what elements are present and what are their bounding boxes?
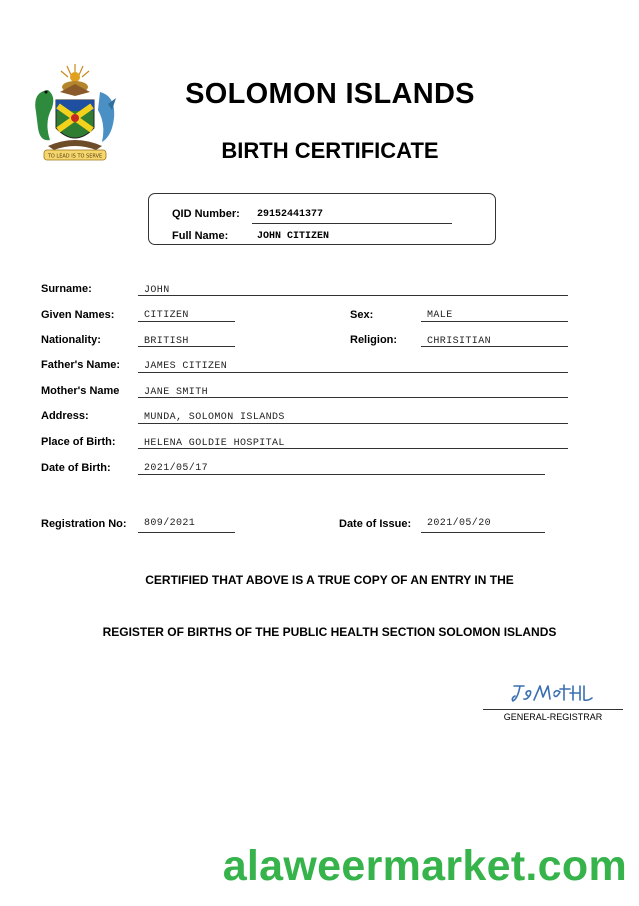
given-names-underline xyxy=(138,321,235,322)
signature-line xyxy=(483,709,623,710)
nationality-value: BRITISH xyxy=(144,336,189,347)
sex-underline xyxy=(421,321,568,322)
sex-value: MALE xyxy=(427,310,453,321)
certification-line-1: CERTIFIED THAT ABOVE IS A TRUE COPY OF AN ENTRY IN THE xyxy=(145,573,514,587)
place-of-birth-underline xyxy=(138,448,568,449)
certification-line-2: REGISTER OF BIRTHS OF THE PUBLIC HEALTH SECTION SOLOMON ISLANDS xyxy=(102,625,557,639)
qid-label: QID Number: xyxy=(172,208,240,220)
religion-label: Religion: xyxy=(350,334,398,346)
fullname-label: Full Name: xyxy=(172,230,229,242)
qid-value: 29152441377 xyxy=(257,209,324,220)
date-of-issue-label: Date of Issue: xyxy=(339,518,412,530)
qid-underline xyxy=(252,223,452,224)
registration-no-label: Registration No: xyxy=(41,518,127,530)
father-name-value: JAMES CITIZEN xyxy=(144,361,228,372)
nationality-underline xyxy=(138,346,235,347)
mother-name-value: JANE SMITH xyxy=(144,387,209,398)
registration-no-underline xyxy=(138,532,235,533)
address-label: Address: xyxy=(41,410,89,422)
date-of-issue-value: 2021/05/20 xyxy=(427,518,492,529)
religion-value: CHRISITIAN xyxy=(427,336,492,347)
given-names-value: CITIZEN xyxy=(144,310,189,321)
surname-underline xyxy=(138,295,568,296)
country-title: SOLOMON ISLANDS xyxy=(185,78,475,110)
surname-label: Surname: xyxy=(41,283,92,295)
registration-no-value: 809/2021 xyxy=(144,518,196,529)
coat-of-arms-emblem xyxy=(30,62,120,166)
father-name-label: Father's Name: xyxy=(41,359,121,371)
mother-name-label: Mother's Name xyxy=(41,385,120,397)
fullname-underline xyxy=(252,244,452,245)
document-title: BIRTH CERTIFICATE xyxy=(221,138,439,163)
date-of-birth-underline xyxy=(138,474,545,475)
sex-label: Sex: xyxy=(350,309,374,321)
surname-value: JOHN xyxy=(144,285,170,296)
place-of-birth-label: Place of Birth: xyxy=(41,436,116,448)
religion-underline xyxy=(421,346,568,347)
watermark-text: alaweermarket.com xyxy=(222,842,627,890)
place-of-birth-value: HELENA GOLDIE HOSPITAL xyxy=(144,438,285,449)
father-name-underline xyxy=(138,372,568,373)
given-names-label: Given Names: xyxy=(41,309,115,321)
registrar-signature xyxy=(510,680,594,706)
address-underline xyxy=(138,423,568,424)
nationality-label: Nationality: xyxy=(41,334,101,346)
fullname-value: JOHN CITIZEN xyxy=(257,231,330,242)
address-value: MUNDA, SOLOMON ISLANDS xyxy=(144,412,285,423)
mother-name-underline xyxy=(138,397,568,398)
date-of-birth-label: Date of Birth: xyxy=(41,462,111,474)
registrar-title: GENERAL-REGISTRAR xyxy=(503,712,603,722)
date-of-birth-value: 2021/05/17 xyxy=(144,463,209,474)
svg-text:TO LEAD IS TO SERVE: TO LEAD IS TO SERVE xyxy=(47,153,103,160)
date-of-issue-underline xyxy=(421,532,545,533)
